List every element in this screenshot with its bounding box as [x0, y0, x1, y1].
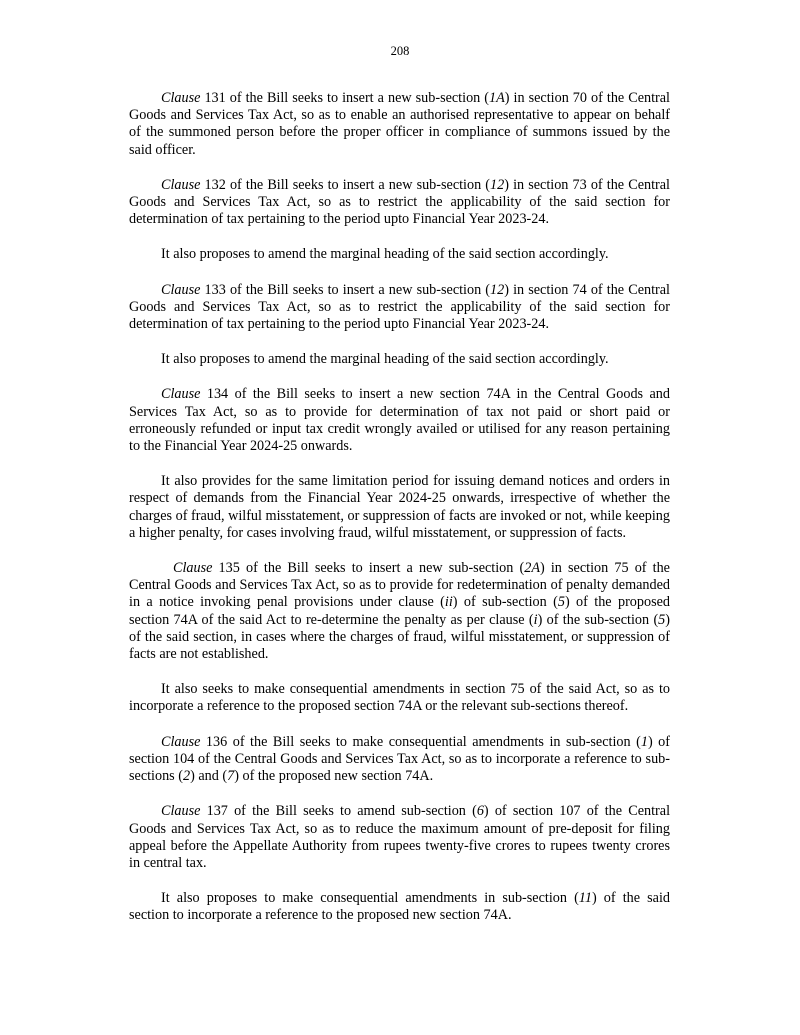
- italic-text: 12: [490, 281, 505, 298]
- italic-text: Clause: [161, 803, 201, 820]
- italic-text: Clause: [161, 733, 201, 750]
- italic-text: Clause: [161, 386, 201, 403]
- italic-text: 5: [658, 611, 666, 628]
- italic-text: 12: [490, 176, 505, 193]
- italic-text: Clause: [161, 90, 201, 106]
- italic-text: 6: [476, 803, 484, 820]
- paragraph-clause-131: [129, 90, 670, 159]
- text-segment: ) in section 70 of the Central Goods and Services Tax Act, so as to enable an authorised representative to appear on behalf of the summoned person before the proper officer in compliance of summons issued by the said officer.: [129, 90, 670, 158]
- text-segment: ) in section 73 of the Central Goods and Services Tax Act, so as to restrict the applicability of the said section for determination of tax pertaining to the period upto Financial Year 2023-24.: [129, 176, 670, 228]
- italic-text: 1: [640, 733, 648, 750]
- paragraph-clause-137-consequential: [129, 890, 670, 924]
- text-segment: 134 of the Bill seeks to insert a new section 74A in the Central Goods and Services Tax Act, so as to provide for determination of tax not paid or short paid or erroneously refunded or input tax credit wrongly availed or utilised for any reason pertaining to the Financial Year 2024-25 onwards.: [129, 386, 670, 455]
- italic-text: ii: [444, 594, 453, 611]
- text-segment: 135 of the Bill seeks to insert a new sub-section (: [212, 560, 525, 577]
- text-segment: 131 of the Bill seeks to insert a new sub-section (: [200, 90, 490, 106]
- italic-text: 11: [578, 890, 592, 907]
- text-segment: ) of the proposed new section 74A.: [234, 768, 434, 785]
- text-segment: 133 of the Bill seeks to insert a new sub-section (: [200, 281, 491, 298]
- text-segment: It also seeks to make consequential amendments in section 75 of the said Act, so as to incorporate a reference to the proposed section 74A or the relevant sub-sections thereof.: [129, 681, 670, 715]
- text-segment: 132 of the Bill seeks to insert a new sub-section (: [200, 176, 491, 193]
- paragraph-clause-133: [129, 282, 670, 334]
- page-number: 208: [390, 44, 410, 58]
- paragraph-clause-134-limitation: [129, 473, 670, 542]
- text-segment: ) of the sub-section (: [537, 611, 659, 628]
- italic-text: Clause: [173, 560, 213, 577]
- text-segment: 136 of the Bill seeks to make consequential amendments in sub-section (: [200, 733, 641, 750]
- text-segment: ) of the said section to incorporate a reference to the proposed new section 74A.: [129, 890, 670, 924]
- paragraph-clause-135-consequential: [129, 681, 670, 715]
- text-segment: ) of the said section, in cases where the charges of fraud, wilful misstatement, or suppression of facts are not established.: [129, 611, 670, 663]
- text-segment: ) of section 104 of the Central Goods and Services Tax Act, so as to incorporate a reference to sub-sections (: [129, 733, 670, 785]
- paragraph-clause-135: [129, 560, 670, 663]
- text-segment: ) of sub-section (: [452, 594, 558, 611]
- text-segment: It also provides for the same limitation period for issuing demand notices and orders in respect of demands from the Financial Year 2024-25 onwards, irrespective of whether the charges of fraud, wilful misstatement, or suppression of facts are invoked or not, while keeping a higher penalty, for cases involving fraud, wilful misstatement, or suppression of facts.: [129, 473, 670, 541]
- paragraph-clause-132: [129, 177, 670, 229]
- paragraph-clause-132-heading: [129, 246, 670, 263]
- paragraph-clause-136: [129, 734, 670, 786]
- text-segment: It also proposes to amend the marginal heading of the said section accordingly.: [161, 351, 609, 368]
- italic-text: 7: [227, 768, 235, 785]
- italic-text: i: [533, 611, 538, 628]
- paragraph-clause-133-heading: [129, 351, 670, 368]
- italic-text: 5: [557, 594, 565, 611]
- paragraph-clause-137: [129, 803, 670, 872]
- text-segment: ) of section 107 of the Central Goods and Services Tax Act, so as to reduce the maximum amount of pre-deposit for filing appeal before the Appellate Authority from rupees twenty-five crores to rupees twenty crores in central tax.: [129, 803, 671, 871]
- italic-text: 2: [182, 768, 191, 785]
- italic-text: 2A: [524, 560, 540, 577]
- italic-text: Clause: [161, 176, 201, 193]
- text-segment: ) in section 74 of the Central Goods and Services Tax Act, so as to restrict the applicability of the said section for determination of tax pertaining to the period upto Financial Year 2023-24.: [129, 281, 670, 333]
- text-segment: ) of the proposed section 74A of the said Act to re-determine the penalty as per clause (: [129, 594, 670, 628]
- text-segment: ) and (: [190, 768, 228, 785]
- text-segment: 137 of the Bill seeks to amend sub-section (: [200, 803, 477, 820]
- text-segment: It also proposes to amend the marginal heading of the said section accordingly.: [161, 246, 609, 263]
- text-segment: ) in section 75 of the Central Goods and Services Tax Act, so as to provide for redetermination of penalty demanded in a notice invoking penal provisions under clause (: [129, 560, 670, 611]
- text-segment: It also proposes to make consequential amendments in sub-section (: [161, 890, 579, 907]
- italic-text: Clause: [161, 281, 201, 298]
- document-body: [129, 90, 670, 925]
- italic-text: 1A: [489, 90, 505, 106]
- paragraph-clause-134: [129, 386, 670, 455]
